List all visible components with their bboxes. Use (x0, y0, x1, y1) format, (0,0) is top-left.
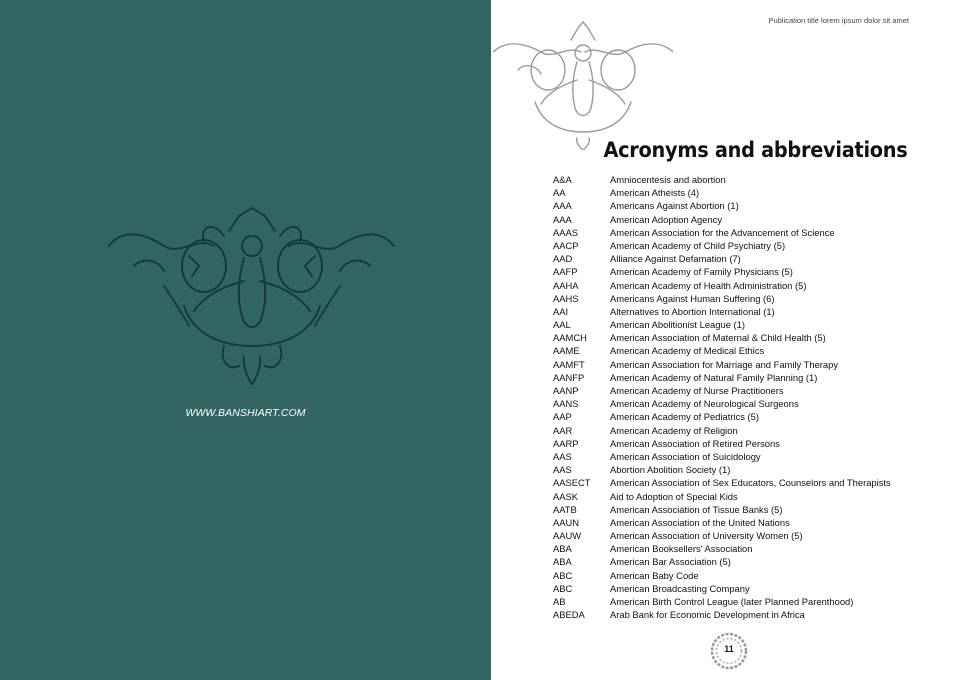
acronym-definition: American Association of Retired Persons (610, 437, 780, 449)
acronym-code: AAMFT (553, 358, 585, 370)
acronym-code: ABEDA (553, 609, 585, 621)
acronym-definition: American Association of University Women (5) (610, 530, 803, 542)
acronym-code: AAUW (553, 530, 582, 542)
acronym-definition: American Booksellers' Association (610, 543, 753, 555)
acronym-entry (553, 199, 891, 212)
acronym-definition: American Academy of Neurological Surgeons (610, 398, 799, 410)
acronym-code: AARP (553, 437, 579, 449)
acronym-code: ABC (553, 582, 573, 594)
acronym-definition: American Birth Control League (later Planned Parenthood) (610, 596, 854, 607)
acronym-code: AAFP (553, 266, 578, 278)
acronym-definition: American Association of Maternal & Child Health (5) (610, 332, 826, 344)
acronym-definition: American Association of Suicidology (610, 450, 761, 462)
acronym-definition: American Academy of Natural Family Planning (1) (610, 371, 818, 383)
acronym-entry (553, 555, 891, 568)
acronym-definition: Alliance Against Defamation (7) (610, 253, 741, 265)
acronym-list (553, 173, 891, 621)
acronym-entry (553, 490, 891, 503)
acronym-definition: Americans Against Abortion (1) (610, 200, 739, 212)
acronym-entry (553, 371, 891, 384)
acronym-entry (553, 331, 891, 344)
acronym-entry (553, 463, 891, 476)
acronym-code: ABA (553, 543, 572, 555)
acronym-definition: American Association of Sex Educators, Counselors and Therapists (610, 477, 891, 489)
acronym-definition: American Bar Association (5) (610, 556, 731, 568)
acronym-entry (553, 213, 891, 226)
acronym-definition: American Academy of Child Psychiatry (5) (610, 239, 786, 251)
acronym-entry (553, 397, 891, 410)
publication-title: Publication title lorem ipsum dolor sit amet (768, 16, 909, 25)
acronym-code: AB (553, 596, 566, 607)
acronym-entry (553, 252, 891, 265)
acronym-entry (553, 358, 891, 371)
acronym-code: AATB (553, 503, 577, 515)
acronym-definition: Aid to Adoption of Special Kids (610, 490, 738, 502)
acronym-code: AA (553, 187, 566, 199)
acronym-code: AANP (553, 385, 579, 396)
acronym-entry (553, 410, 891, 423)
acronym-definition: Alternatives to Abortion International (1) (610, 305, 775, 317)
acronym-entry (553, 542, 891, 555)
acronym-code: AAI (553, 305, 569, 317)
acronym-definition: Amniocentesis and abortion (610, 174, 726, 185)
acronym-definition: American Academy of Pediatrics (5) (610, 411, 760, 423)
acronym-definition: Arab Bank for Economic Development in Africa (610, 609, 805, 621)
acronym-entry (553, 305, 891, 318)
acronym-definition: Americans Against Human Suffering (6) (610, 292, 775, 304)
acronym-entry (553, 173, 891, 186)
acronym-code: AAS (553, 450, 572, 462)
acronym-code: AAP (553, 411, 572, 423)
acronym-definition: American Association for Marriage and Family Therapy (610, 358, 839, 370)
acronym-definition: American Academy of Medical Ethics (610, 345, 765, 357)
acronym-entry (553, 503, 891, 516)
acronym-code: ABA (553, 556, 572, 568)
acronym-entry (553, 292, 891, 305)
acronym-definition: Abortion Abolition Society (1) (610, 464, 731, 476)
acronym-code: AAHS (553, 292, 579, 304)
acronym-definition: American Adoption Agency (610, 213, 723, 225)
acronym-code: AAL (553, 319, 571, 331)
acronym-code: AANS (553, 398, 579, 410)
acronym-definition: American Association of Tissue Banks (5) (610, 503, 783, 515)
acronym-entry (553, 595, 891, 608)
acronym-code: AAS (553, 464, 572, 476)
acronym-definition: American Academy of Nurse Practitioners (610, 385, 784, 396)
acronym-definition: American Association of the United Nations (610, 516, 790, 528)
acronym-entry (553, 437, 891, 450)
acronym-definition: American Academy of Health Administration (5) (610, 279, 807, 291)
acronym-entry (553, 450, 891, 463)
acronym-code: AAMCH (553, 332, 587, 344)
acronym-definition: American Academy of Religion (610, 424, 738, 436)
acronym-entry (553, 608, 891, 621)
acronym-code: ABC (553, 569, 573, 581)
acronym-entry (553, 582, 891, 595)
acronym-definition: American Atheists (4) (610, 187, 700, 199)
acronym-code: AAAS (553, 226, 579, 238)
website-url: WWW.BANSHIART.COM (185, 407, 306, 419)
acronym-entry (553, 569, 891, 582)
acronym-entry (553, 239, 891, 252)
acronym-definition: American Broadcasting Company (610, 582, 750, 594)
acronym-entry (553, 529, 891, 542)
acronym-code: AAUN (553, 516, 580, 528)
acronym-entry (553, 516, 891, 529)
acronym-code: AASECT (553, 477, 591, 489)
acronym-code: AASK (553, 490, 579, 502)
acronym-entry (553, 384, 891, 397)
angel-ornament-icon (493, 20, 673, 150)
acronym-code: AAME (553, 345, 580, 357)
acronym-code: AAA (553, 213, 572, 225)
acronym-entry (553, 424, 891, 437)
acronym-code: AAA (553, 200, 572, 212)
acronym-entry (553, 279, 891, 292)
acronym-entry (553, 318, 891, 331)
acronym-entry (553, 265, 891, 278)
acronym-code: AAD (553, 253, 573, 265)
acronym-entry (553, 226, 891, 239)
acronym-code: AACP (553, 239, 579, 251)
acronym-code: A&A (553, 174, 572, 185)
page-number: 11 (724, 644, 734, 654)
page-title: Acronyms and abbreviations (602, 138, 907, 162)
acronym-definition: American Baby Code (610, 569, 699, 581)
acronym-code: AAR (553, 424, 573, 436)
acronym-entry (553, 344, 891, 357)
acronym-code: AAHA (553, 279, 579, 291)
angel-ornament-icon (104, 206, 400, 386)
acronym-definition: American Association for the Advancement of Science (610, 226, 835, 238)
acronym-entry (553, 476, 891, 489)
acronym-code: AANFP (553, 371, 585, 383)
acronym-definition: American Academy of Family Physicians (5) (610, 266, 793, 278)
acronym-entry (553, 186, 891, 199)
acronym-definition: American Abolitionist League (1) (610, 319, 745, 331)
